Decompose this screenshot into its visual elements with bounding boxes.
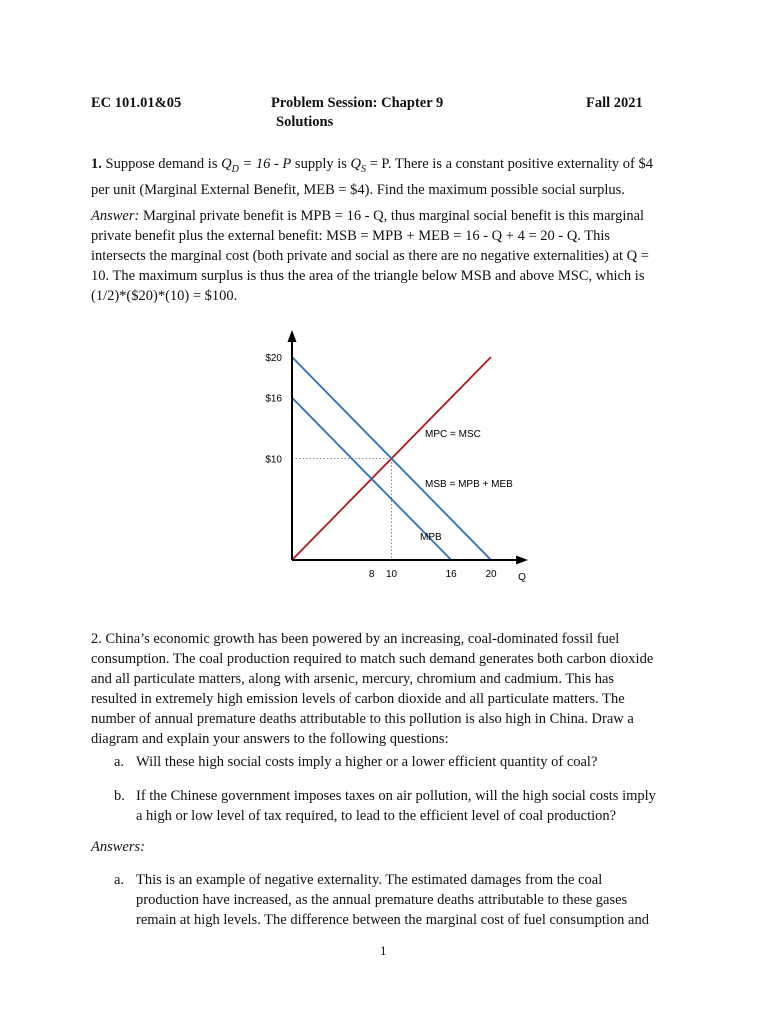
answer-label: Answer: [91,208,140,224]
answer-1-line-3: intersects the marginal cost (both private and social as there are no negative externalities) at Q = [91,248,649,264]
q1-text-b: supply is [291,156,351,172]
question-2-line-5: number of annual premature deaths attributable to this pollution is also high in China. Draw a [91,711,634,727]
question-2-line-3: and all particulate matters, along with arsenic, mercury, chromium and cadmium. This has [91,671,615,687]
session-title: Problem Session: Chapter 9 [271,95,444,111]
externality-chart [200,326,580,588]
x-tick-label: 8 [368,569,375,580]
y-tick-label: $16 [265,393,282,405]
question-1-line-1 [91,154,691,180]
q1-text-a: Suppose demand is [105,156,222,172]
q1-text-c: . There is a constant positive externality of $4 [387,156,653,172]
y-tick-label: $10 [265,454,282,466]
x-tick-label: 20 [485,569,497,580]
list-item-line: Will these high social costs imply a higher or a lower efficient quantity of coal? [136,754,598,770]
list-item-line: If the Chinese government imposes taxes on air pollution, will the high social costs imply [136,788,656,804]
list-marker: a. [114,872,125,888]
question-2-line-4: resulted in extremely high emission levels of carbon dioxide and all particulate matters. The [91,691,625,707]
answer-2-item-a-text [136,870,696,930]
question-2 [91,629,691,749]
answer-1 [91,206,701,306]
question-2-line-1: 2. China’s economic growth has been powered by an increasing, coal-dominated fossil fuel [91,631,620,647]
session-subtitle: Solutions [276,114,334,130]
mpc-msc-label: MPC = MSC [425,429,481,440]
question-1-number: 1. [91,156,102,172]
question-2-line-2: consumption. The coal production required to match such demand generates both carbon dioxide [91,651,654,667]
term: Fall 2021 [586,95,643,111]
mpb-label: MPB [420,532,442,543]
list-item-line: a high or low level of tax required, to lead to the efficient level of coal production? [136,808,617,824]
qs-symbol: $Q_S$ [350,156,366,175]
answer-1-line-1: Answer: Marginal private benefit is MPB = 16 - Q, thus marginal social benefit is this marginal [91,208,645,224]
question-2-item-a-text [136,752,696,772]
answer-1-line-5: (1/2)*($20)*(10) = $100. [91,288,238,304]
q1-eq-s: = P [366,156,388,172]
qd-symbol: $Q_D = 16 - P$ [221,156,292,175]
question-1-line-2: per unit (Marginal External Benefit, MEB = $4). Find the maximum possible social surplus. [91,181,625,198]
list-marker: b. [114,788,125,804]
list-marker: a. [114,754,125,770]
answer-1-line-4: 10. The maximum surplus is thus the area of the triangle below MSB and above MSC, which is [91,268,645,284]
y-tick-label: $20 [265,353,282,364]
msb-label: MSB = MPB + MEB [425,479,513,490]
x-axis-label: Q [518,572,526,583]
question-2-item-b-text [136,786,696,826]
page-number: 1 [380,943,387,958]
course-code: EC 101.01&05 [91,95,182,111]
answer-1-line-2: private benefit plus the external benefit: MSB = MPB + MEB = 16 - Q + 4 = 20 - Q. This [91,228,611,244]
question-1 [91,154,691,200]
x-tick-label: 10 [385,569,398,580]
answers-label: Answers: [91,839,145,855]
x-tick-label: 16 [445,569,457,580]
list-item-line: production have increased, as the annual premature deaths attributable to these gases [136,892,628,908]
question-2-line-6: diagram and explain your answers to the following questions: [91,731,449,747]
list-item-line: This is an example of negative externality. The estimated damages from the coal [136,872,603,888]
list-item-line: remain at high levels. The difference between the marginal cost of fuel consumption and [136,912,649,928]
